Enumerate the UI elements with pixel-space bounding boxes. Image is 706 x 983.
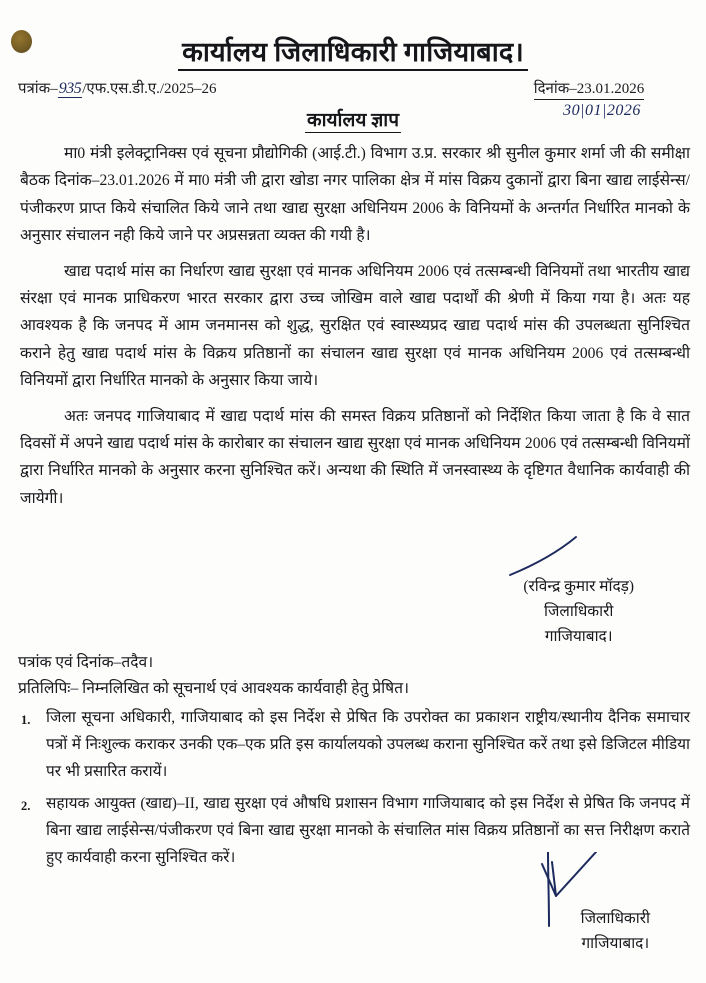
- signatory-designation: जिलाधिकारी: [544, 603, 614, 620]
- paragraph-1: मा0 मंत्री इलेक्ट्रानिक्स एवं सूचना प्रौद्योगिकी (आई.टी.) विभाग उ.प्र. सरकार श्री सुनील कुमार शर्मा जी की समीक्षा बैठक दिनांक–23.01.2026 में मा0 मंत्री जी द्वारा खोडा नगर पालिका क्षेत्र में मांस विक्रय दुकानों द्वारा बिना खाद्य लाईसेन्स/पंजीकरण प्राप्त किये संचालित किये जाने तथा खाद्य सुरक्षा अधिनियम 2006 के विनियमों के अन्तर्गत निर्धारित मानको के अनुसार संचालन नही किये जाने पर अप्रसन्नता व्यक्त की गयी है।: [20, 145, 690, 245]
- date-printed: दिनांक–23.01.2026: [534, 78, 645, 100]
- letter-number-suffix: /एफ.एस.डी.ए./2025–26: [82, 81, 217, 97]
- endorsement-section: [18, 650, 690, 875]
- subject-heading: [0, 106, 706, 132]
- page-title-text: कार्यालय जिलाधिकारी गाजियाबाद।: [178, 37, 528, 71]
- paragraph-2: खाद्य पदार्थ मांस का निर्धारण खाद्य सुरक्षा एवं मानक अधिनियम 2006 एवं तत्सम्बन्धी विनियमों तथा भारतीय खाद्य संरक्षा एवं मानक प्राधिकरण भारत सरकार द्वारा उच्च जोखिम वाले खाद्य पदार्थों की श्रेणी में किया गया है। अतः यह आवश्यक है कि जनपद में आम जनमानस को शुद्ध, सुरक्षित एवं स्वास्थ्यप्रद खाद्य पदार्थ मांस की उपलब्धता सुनिश्चित कराने हेतु खाद्य पदार्थ मांस के विक्रय प्रतिष्ठानों का संचालन खाद्य सुरक्षा एवं मानक अधिनियम 2006 एवं तत्सम्बन्धी विनियमों द्वारा निर्धारित मानको के अनुसार किया जाये।: [20, 262, 690, 390]
- signature-block-top: [523, 574, 634, 649]
- signature-stroke-top-icon: [506, 535, 578, 577]
- date-handwritten: 30|01|2026: [563, 102, 641, 119]
- endorsement-copy-line: प्रतिलिपिः– निम्नलिखित को सूचनार्थ एवं आवश्यक कार्यवाही हेतु प्रेषित।: [18, 680, 409, 697]
- signature-block-bottom: [581, 906, 650, 956]
- list-item: जिला सूचना अधिकारी, गाजियाबाद को इस निर्देश से प्रेषित कि उपरोक्त का प्रकाशन राष्ट्रीय/स्थानीय दैनिक समाचार पत्रों में निःशुल्क कराकर उनकी एक–एक प्रति इस कार्यालयको उपलब्ध कराना सुनिश्चित करें तथा इसे डिजिटल मीडिया पर भी प्रसारित करायें।: [46, 709, 690, 781]
- page-title: [0, 32, 706, 69]
- letter-number-prefix: पत्रांक–: [18, 81, 58, 97]
- list-item: सहायक आयुक्त (खाद्य)–II, खाद्य सुरक्षा एवं औषधि प्रशासन विभाग गाजियाबाद को इस निर्देश से प्रेषित कि जनपद में बिना खाद्य लाईसेन्स/पंजीकरण एवं बिना खाद्य सुरक्षा मानको के संचालित मांस विक्रय प्रतिष्ठानों का सत्त निरीक्षण कराते हुए कार्यवाही करना सुनिश्चित करें।: [46, 794, 690, 867]
- subject-heading-text: कार्यालय ज्ञाप: [307, 110, 399, 131]
- signatory-name: (रविन्द्र कुमार मॉदड़): [523, 578, 634, 595]
- signatory-designation-bottom: जिलाधिकारी: [580, 910, 650, 927]
- letter-number: [18, 78, 217, 98]
- endorsement-ref-line: पत्रांक एवं दिनांक–तदैव।: [18, 654, 154, 671]
- letter-number-handwritten: 935: [58, 80, 82, 97]
- document-body: [20, 140, 690, 514]
- signatory-place-bottom: गाजियाबाद।: [581, 935, 650, 952]
- endorsement-list: [18, 704, 690, 871]
- paragraph-3: अतः जनपद गाजियाबाद में खाद्य पदार्थ मांस की समस्त विक्रय प्रतिष्ठानों को निर्देशित किया जाता है कि वे सात दिवसों में अपने खाद्य पदार्थ मांस के कारोबार का संचालन खाद्य सुरक्षा एवं मानक अधिनियम 2006 एवं तत्सम्बन्धी विनियमों द्वारा निर्धारित मानको के अनुसार करना सुनिश्चित करें। अन्यथा की स्थिति में जनस्वास्थ्य के दृष्टिगत वैधानिक कार्यवाही की जायेगी।: [20, 407, 690, 507]
- signatory-place: गाजियाबाद।: [544, 628, 613, 645]
